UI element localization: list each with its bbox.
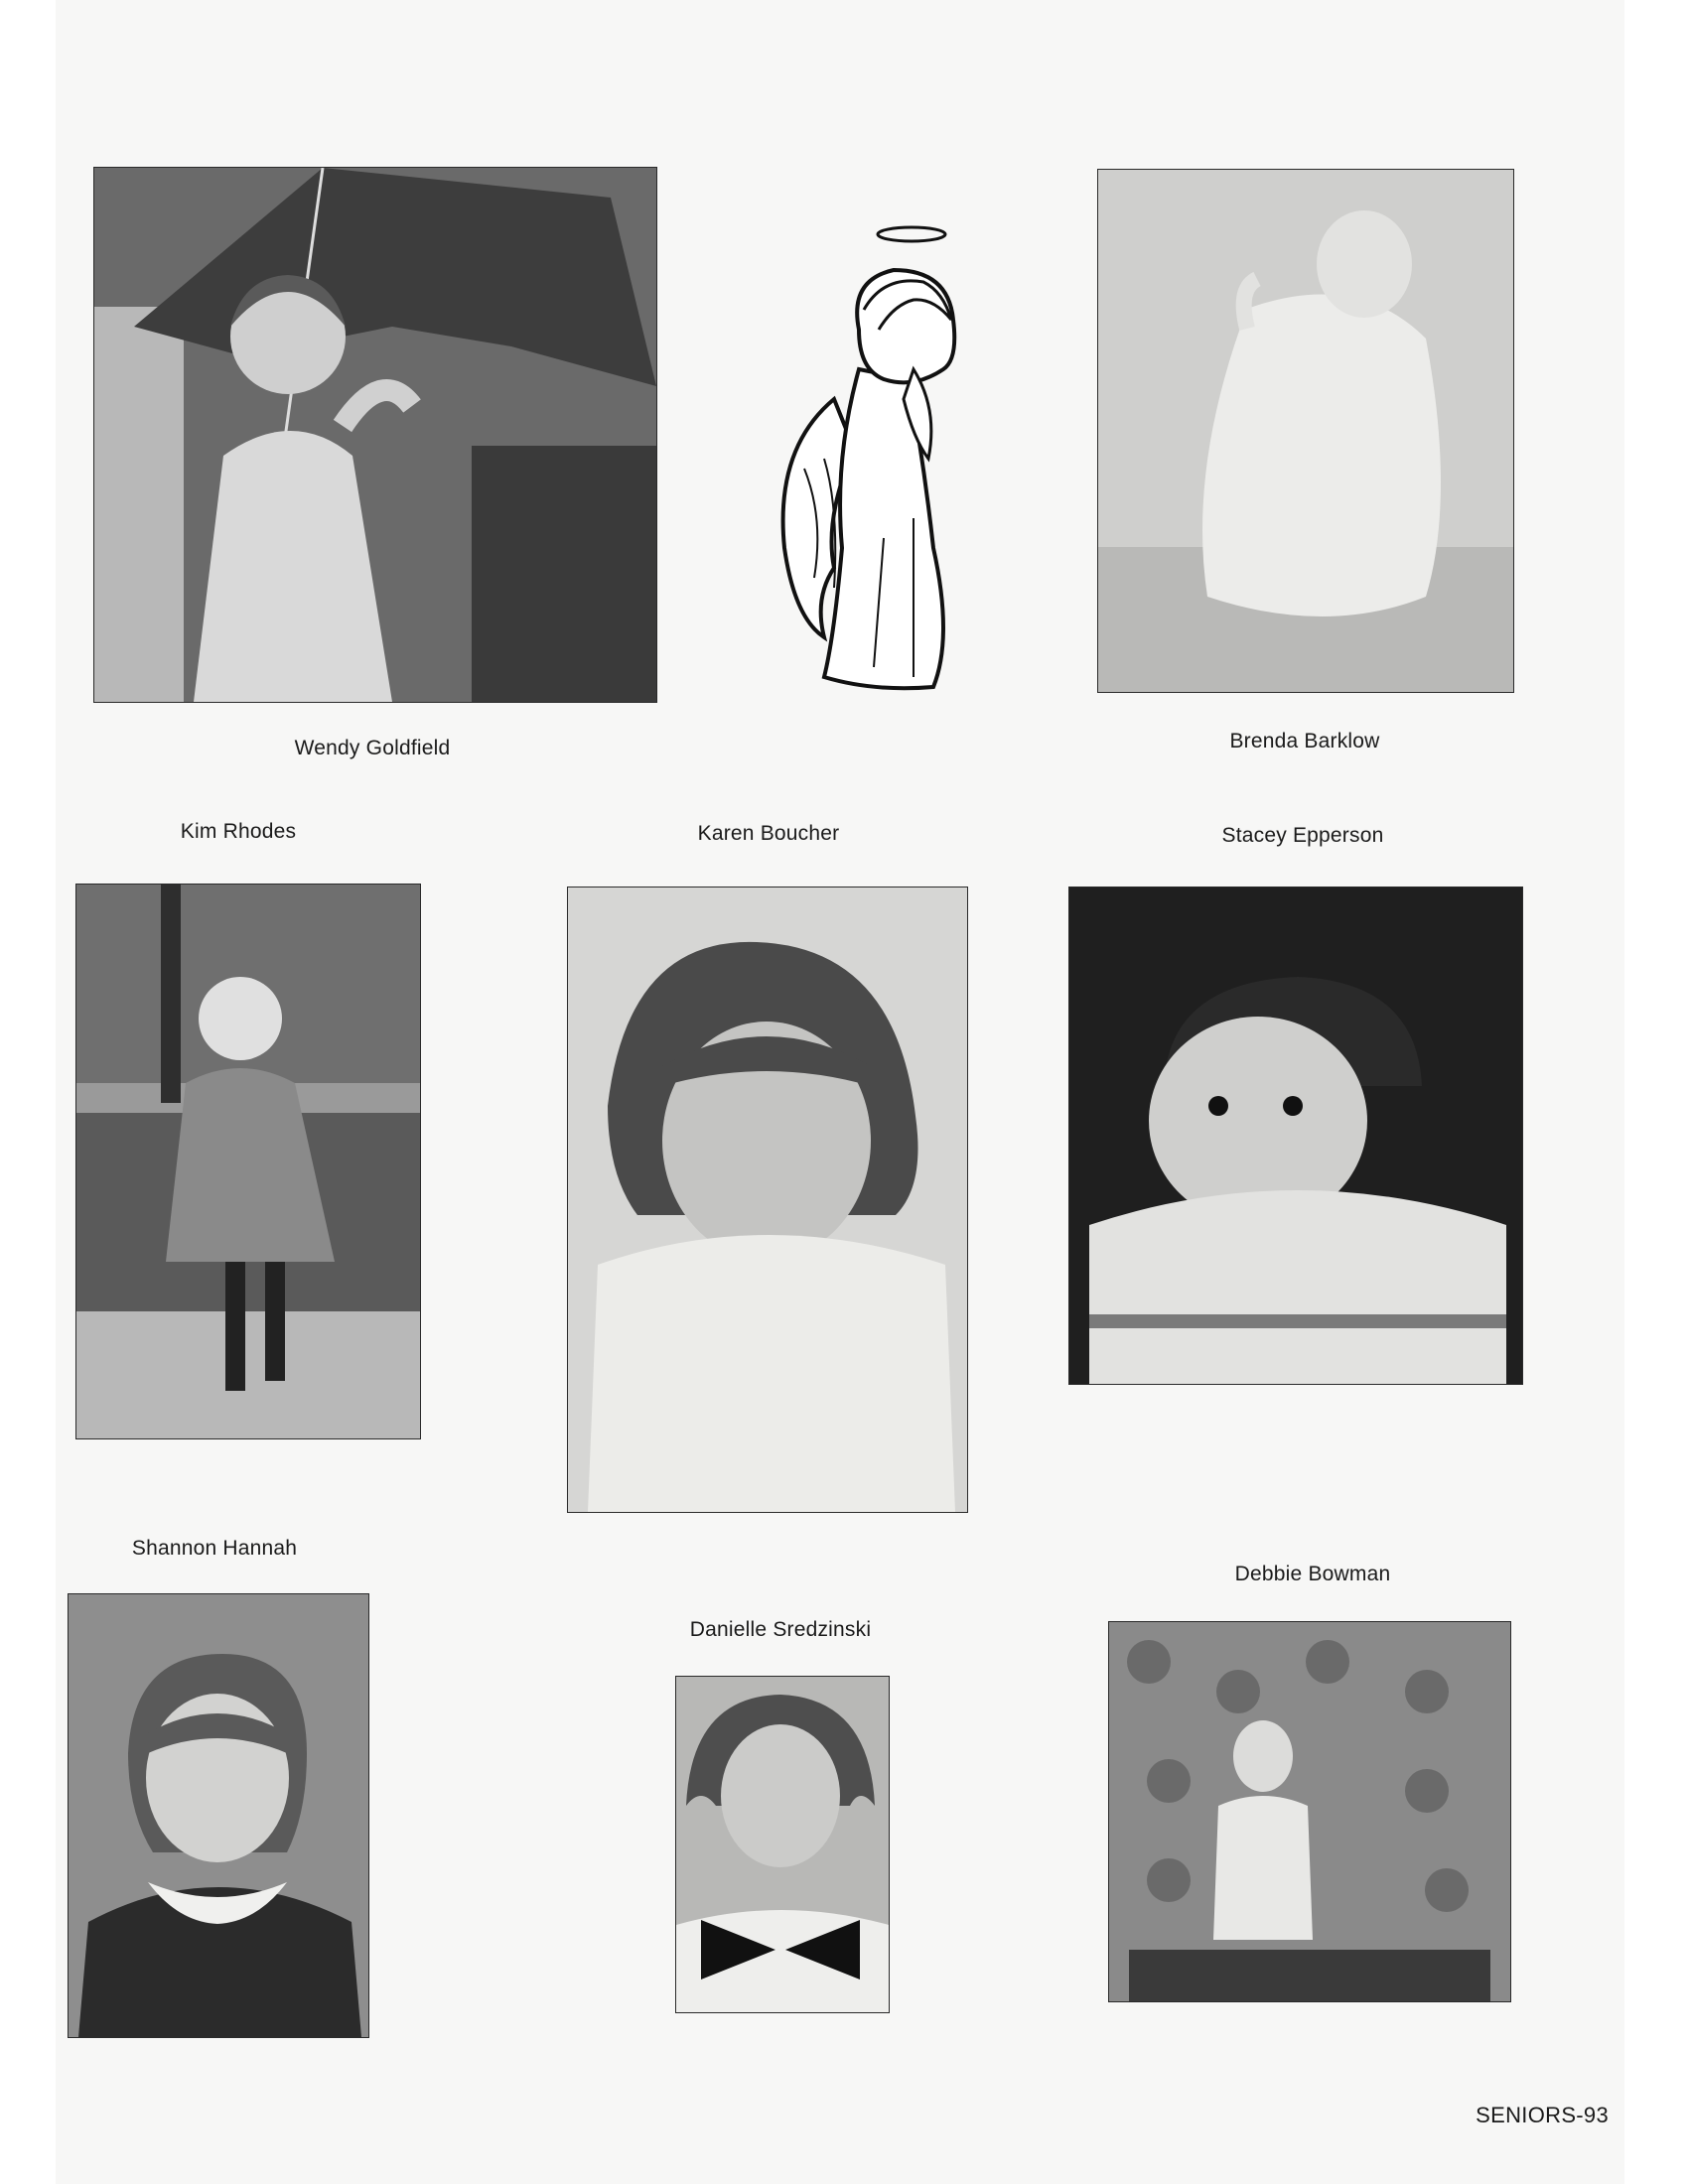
caption-wendy-goldfield: Wendy Goldfield <box>294 737 451 759</box>
page-folio: SENIORS-93 <box>1476 2103 1609 2127</box>
photo-brenda-barklow <box>1097 169 1514 693</box>
caption-danielle-sredzinski: Danielle Sredzinski <box>689 1618 872 1641</box>
photo-stacey-epperson <box>1068 887 1523 1385</box>
caption-brenda-barklow: Brenda Barklow <box>1229 730 1380 752</box>
photo-shannon-hannah <box>68 1593 369 2038</box>
caption-kim-rhodes: Kim Rhodes <box>180 820 297 843</box>
caption-stacey-epperson: Stacey Epperson <box>1221 824 1384 847</box>
photo-danielle-sredzinski <box>675 1676 890 2013</box>
praying-angel-illustration <box>765 220 993 697</box>
photo-debbie-bowman <box>1108 1621 1511 2002</box>
caption-karen-boucher: Karen Boucher <box>697 822 840 845</box>
caption-debbie-bowman: Debbie Bowman <box>1234 1563 1391 1585</box>
caption-shannon-hannah: Shannon Hannah <box>131 1537 298 1560</box>
photo-kim-rhodes <box>75 884 421 1439</box>
photo-karen-boucher <box>567 887 968 1513</box>
photo-wendy-goldfield <box>93 167 657 703</box>
